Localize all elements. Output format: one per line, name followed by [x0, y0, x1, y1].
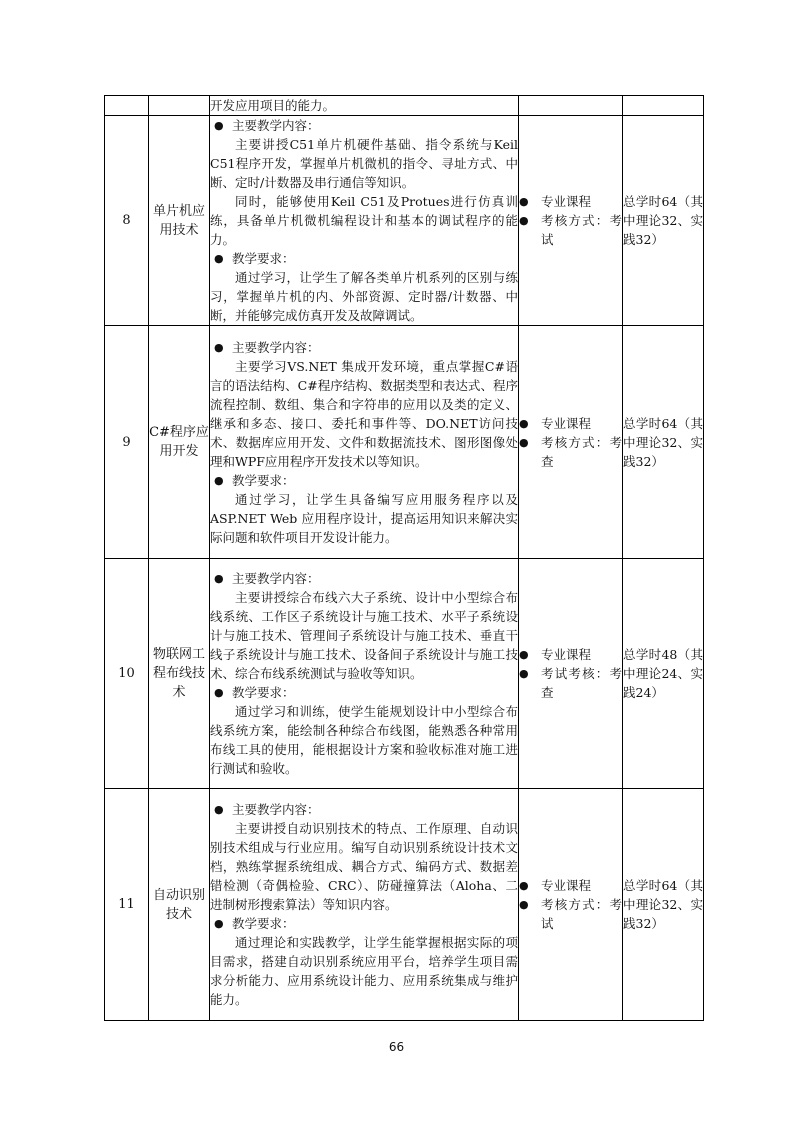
course-name: 单片机应用技术	[149, 116, 210, 326]
table-row	[105, 789, 704, 1021]
content-heading: ● 主要教学内容：	[210, 116, 518, 135]
requirements-paragraph: 通过学习，让学生具备编写应用服务程序以及ASP.NET Web 应用程序设计，提高运用知识来解决实际问题和软件项目开发设计能力。	[210, 491, 518, 545]
requirements-paragraph: 通过学习，让学生了解各类单片机系列的区别与练习，掌握单片机的内、外部资源、定时器/计数器、中断，并能够完成仿真开发及故障调试。	[210, 270, 518, 323]
course-content	[210, 116, 519, 326]
assessment-method: ● 考核方式：考查	[519, 433, 622, 471]
course-name: C#程序应用开发	[149, 326, 210, 559]
assessment-method: ● 考核方式：考试	[519, 211, 622, 249]
requirements-heading: ● 教学要求：	[210, 471, 518, 490]
table-row	[105, 326, 704, 559]
assessment-type: ● 专业课程	[519, 414, 622, 433]
cell-assess-empty	[519, 96, 623, 116]
assessment-type: ● 专业课程	[519, 192, 622, 211]
requirements-paragraph: 通过学习和训练，使学生能规划设计中小型综合布线系统方案，能绘制各种综合布线图，能熟悉各种常用布线工具的使用，能根据设计方案和验收标准对施工进行测试和验收。	[210, 704, 518, 776]
course-hours: 总学时64（其中理论32、实践32）	[623, 116, 704, 326]
course-name: 物联网工程布线技术	[149, 559, 210, 789]
course-assessment	[519, 116, 623, 326]
course-table	[104, 95, 704, 1021]
content-paragraph: 主要学习VS.NET 集成开发环境，重点掌握C#语言的语法结构、C#程序结构、数据类型和表达式、程序流程控制、数组、集合和字符串的应用以及类的定义、继承和多态、接口、委托和事件等、DO.NET访问技术、数据库应用开发、文件和数据流技术、图形图像处理和WPF应用程序开发技术以等知识。	[210, 358, 518, 469]
course-assessment	[519, 559, 623, 789]
course-number: 9	[105, 326, 149, 559]
content-paragraph: 主要讲授C51单片机硬件基础、指令系统与Keil C51程序开发，掌握单片机微机的指令、寻址方式、中断、定时/计数器及串行通信等知识。	[210, 137, 518, 190]
course-assessment	[519, 789, 623, 1021]
page-number: 66	[388, 1040, 405, 1054]
cell-hours-empty	[623, 96, 704, 116]
course-assessment	[519, 326, 623, 559]
continued-content: 开发应用项目的能力。	[210, 96, 519, 116]
content-paragraph: 主要讲授综合布线六大子系统、设计中小型综合布线系统、工作区子系统设计与施工技术、水平子系统设计与施工技术、管理间子系统设计与施工技术、垂直干线子系统设计与施工技术、设备间子系统设计与施工技术、综合布线系统测试与验收等知识。	[210, 590, 518, 681]
assessment-method: ● 考核方式：考试	[519, 895, 622, 933]
table-row-continued	[105, 96, 704, 116]
requirements-heading: ● 教学要求：	[210, 683, 518, 702]
requirements-paragraph: 通过理论和实践教学，让学生能掌握根据实际的项目需求，搭建自动识别系统应用平台，培养学生项目需求分析能力、应用系统设计能力、应用系统集成与维护能力。	[210, 935, 518, 1007]
table-row	[105, 116, 704, 326]
assessment-type: ● 专业课程	[519, 876, 622, 895]
course-number: 10	[105, 559, 149, 789]
course-content	[210, 789, 519, 1021]
course-hours: 总学时64（其中理论32、实践32）	[623, 789, 704, 1021]
cell-no-empty	[105, 96, 149, 116]
course-number: 8	[105, 116, 149, 326]
cell-name-empty	[149, 96, 210, 116]
course-content	[210, 559, 519, 789]
requirements-heading: ● 教学要求：	[210, 249, 518, 268]
course-hours: 总学时64（其中理论32、实践32）	[623, 326, 704, 559]
content-heading: ● 主要教学内容：	[210, 800, 518, 819]
content-paragraph: 主要讲授自动识别技术的特点、工作原理、自动识别技术组成与行业应用。编写自动识别系统设计技术文档，熟练掌握系统组成、耦合方式、编码方式、数据差错检测（奇偶检验、CRC）、防碰撞算法（Aloha、二进制树形搜索算法）等知识内容。	[210, 821, 518, 912]
requirements-heading: ● 教学要求：	[210, 914, 518, 933]
content-paragraph: 同时，能够使用Keil C51及Protues进行仿真训练，具备单片机微机编程设计和基本的调试程序的能力。	[210, 194, 518, 247]
course-name: 自动识别技术	[149, 789, 210, 1021]
assessment-type: ● 专业课程	[519, 645, 622, 664]
assessment-method: ● 考试考核：考查	[519, 664, 622, 702]
table-row	[105, 559, 704, 789]
course-content	[210, 326, 519, 559]
content-heading: ● 主要教学内容：	[210, 569, 518, 588]
content-heading: ● 主要教学内容：	[210, 338, 518, 357]
course-hours: 总学时48（其中理论24、实践24）	[623, 559, 704, 789]
course-number: 11	[105, 789, 149, 1021]
